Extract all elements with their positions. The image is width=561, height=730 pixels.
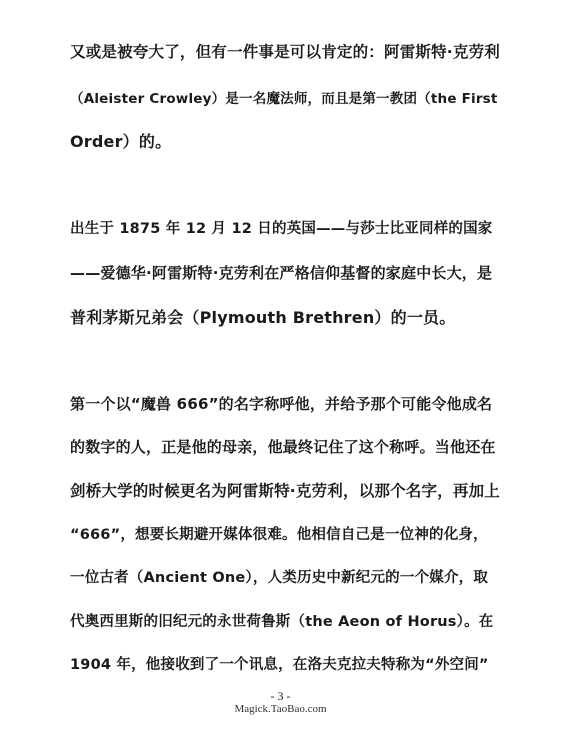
paragraph-2-line-2: ——爱德华·阿雷斯特·克劳利在严格信仰基督的家庭中长大，是 <box>70 264 493 282</box>
paragraph-1-line-1: 又或是被夸大了，但有一件事是可以肯定的：阿雷斯特·克劳利 <box>70 43 500 61</box>
paragraph-2-line-3: 普利茅斯兄弟会（Plymouth Brethren）的一员。 <box>70 308 456 327</box>
paragraph-3-line-1: 第一个以“魔兽 666”的名字称呼他，并给予那个可能令他成名 <box>70 395 493 413</box>
paragraph-1-line-3: Order）的。 <box>70 132 172 151</box>
paragraph-3-line-3: 剑桥大学的时候更名为阿雷斯特·克劳利，以那个名字，再加上 <box>70 482 500 500</box>
footer-watermark: Magick.TaoBao.com <box>234 703 327 715</box>
paragraph-3-line-4: “666”，想要长期避开媒体很难。他相信自己是一位神的化身， <box>70 527 488 543</box>
paragraph-3-line-5: 一位古者（Ancient One），人类历史中新纪元的一个媒介，取 <box>70 570 489 586</box>
paragraph-3-line-2: 的数字的人，正是他的母亲，他最终记住了这个称呼。当他还在 <box>70 438 496 456</box>
paragraph-3-line-6: 代奥西里斯的旧纪元的永世荷鲁斯（the Aeon of Horus）。在 <box>70 614 494 630</box>
paragraph-3-line-7: 1904 年，他接收到了一个讯息，在洛夫克拉夫特称为“外空间” <box>70 657 489 673</box>
paragraph-2-line-1: 出生于 1875 年 12 月 12 日的英国——与莎士比亚同样的国家 <box>70 221 493 237</box>
paragraph-1-line-2: （Aleister Crowley）是一名魔法师，而且是第一教团（the First <box>70 91 498 107</box>
page-number: - 3 - <box>270 689 291 703</box>
